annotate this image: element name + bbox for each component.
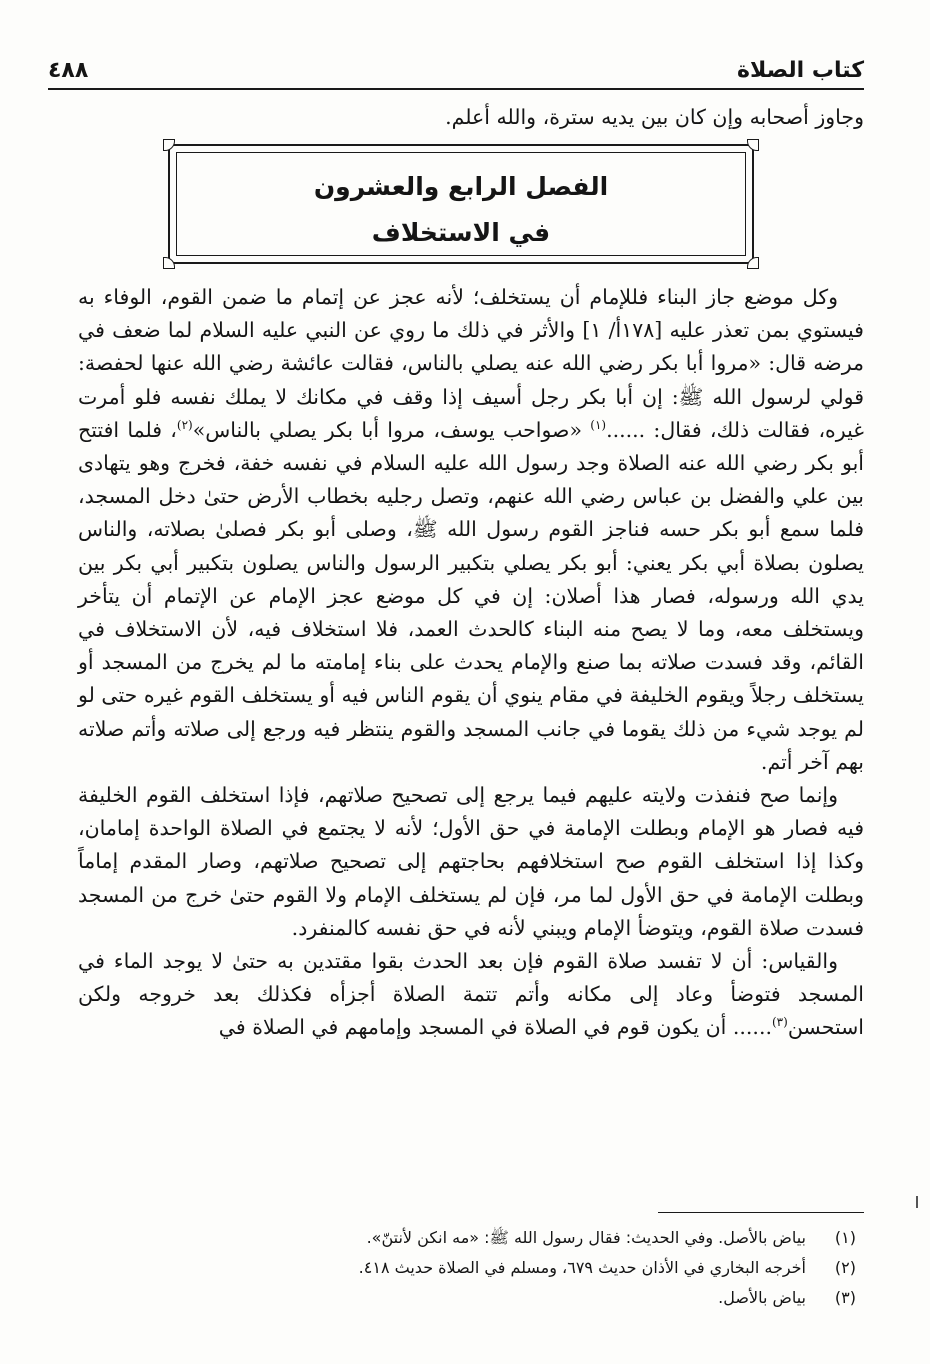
frame-corner-ornament xyxy=(747,139,759,151)
header-rule xyxy=(48,88,864,90)
footnote-ref: (٣) xyxy=(771,1015,788,1030)
footnote-number: (١) xyxy=(834,1228,856,1247)
footnote-item xyxy=(80,1253,856,1283)
paragraph-text: وكل موضع جاز البناء فللإمام أن يستخلف؛ لأنه عجز عن إتمام ما ضمن القوم، الوفاء به فيستوي بمن تعذر عليه [١٧٨أ/ ١] والأثر في ذلك ما روي عن النبي عليه السلام لما ضعف في مرضه قال: «مروا أبا بكر رضي الله عنه يصلي بالناس، فقالت عائشة رضي الله عنها لحفصة: قولي لرسول الله ﷺ: إن أبا بكر رجل أسيف إذا وقف في مكانك لا يملك نفسه فلو أمرت غيره، فقالت ذلك، فقال: ...... xyxy=(78,285,865,442)
page-number: ٤٨٨ xyxy=(48,58,89,83)
opening-paragraph xyxy=(78,101,864,134)
paragraph-text: والقياس: أن لا تفسد صلاة القوم فإن بعد الحدث بقوا مقتدين به حتىٰ لا يوجد الماء في المسجد فتوضأ وعاد إلى مكانه وأتم تتمة الصلاة أجزأه فكذلك بعد خروجه ولكن استحسن xyxy=(78,949,864,1040)
running-header xyxy=(48,40,864,86)
frame-corner-ornament xyxy=(747,257,759,269)
paragraph-text: ، فلما افتتح أبو بكر رضي الله عنه الصلاة وجد رسول الله عليه السلام في نفسه خفة، فخرج وهو يتهادى بين علي والفضل بن عباس رضي الله عنهم، وتصل رجليه بخطاب الأرض حتىٰ دخل المسجد، فلما سمع أبو بكر حسه فناجز القوم رسول الله ﷺ، وصلى أبو بكر فصلىٰ بصلاته، والناس يصلون بصلاة أبي بكر يعني: أبو بكر يصلي بتكبير الرسول والناس يصلون بتكبير أبي بكر بين يدي الله ورسوله، فصار هذا أصلان: إن في كل موضع عجز الإمام عن الإتمام أن يتأخر ويستخلف معه، وما لا يصح منه البناء كالحدث العمد، فلا استخلاف فيه، لأن الاستخلاف في القائم، وقد فسدت صلاته بما صنع والإمام يحدث على بناء إمامته ما لم يخرج من المسجد أو يستخلف رجلاً ويقوم الخليفة في مقام ينوي أن يقوم الناس فيه أو يستخلف القوم غيره حتى لو لم يوجد شيء من ذلك يقوما في جانب المسجد والقوم ينتظر فيه ورجع إلى صلاته وأتم صلاته بهم آخر أتم. xyxy=(78,417,864,774)
footnote-item xyxy=(80,1223,856,1253)
chapter-title xyxy=(170,164,752,256)
footnote-ref: (١) xyxy=(590,417,607,432)
chapter-title-line-2: في الاستخلاف xyxy=(371,218,551,247)
frame-corner-ornament xyxy=(163,257,175,269)
chapter-title-line-1: الفصل الرابع والعشرون xyxy=(313,172,609,201)
opening-line-text: وجاوز أصحابه وإن كان بين يديه سترة، والله أعلم. xyxy=(445,105,864,129)
footnote-separator xyxy=(658,1212,864,1213)
chapter-heading-box xyxy=(168,144,754,264)
book-title: كتاب الصلاة xyxy=(737,58,864,83)
body-paragraph xyxy=(78,779,864,945)
footnotes xyxy=(80,1223,856,1313)
frame-corner-ornament xyxy=(163,139,175,151)
paragraph-text: وإنما صح فنفذت ولايته عليهم فيما يرجع إلى تصحيح صلاتهم، فإذا استخلف القوم الخليفة فيه فصار هو الإمام وبطلت الإمامة في حق الأول؛ لأنه لا يجتمع في الصلاة الواحدة إمامان، وكذا إذا استخلف القوم صح استخلافهم بحاجتهم إلى تصحيح صلاتهم، وصار المقدم إماماً وبطلت الإمامة في حق الأول لما مر، فإن لم يستخلف الإمام ولا القوم حتىٰ خرج من المسجد فسدت صلاة القوم، ويتوضأ الإمام ويبني لأنه في حق نفسه كالمنفرد. xyxy=(78,783,864,940)
scan-artifact-mark xyxy=(916,1196,918,1208)
body-paragraph xyxy=(78,945,864,1045)
paragraph-text: ...... أن يكون قوم في الصلاة في المسجد وإمامهم في الصلاة في xyxy=(218,1015,772,1040)
body-paragraph xyxy=(78,281,864,779)
footnote-number: (٢) xyxy=(834,1258,856,1277)
footnote-number: (٣) xyxy=(834,1288,856,1307)
footnote-item xyxy=(80,1283,856,1313)
footnote-text: بياض بالأصل. وفي الحديث: فقال رسول الله ﷺ: «مه انكن لأنتنّ». xyxy=(366,1228,806,1247)
chapter-body xyxy=(78,281,864,1045)
footnote-text: أخرجه البخاري في الأذان حديث ٦٧٩، ومسلم في الصلاة حديث ٤١٨. xyxy=(358,1258,806,1277)
footnote-text: بياض بالأصل. xyxy=(718,1288,806,1307)
paragraph-text: «صواحب يوسف، مروا أبا بكر يصلي بالناس» xyxy=(192,417,591,442)
footnote-ref: (٢) xyxy=(176,417,193,432)
